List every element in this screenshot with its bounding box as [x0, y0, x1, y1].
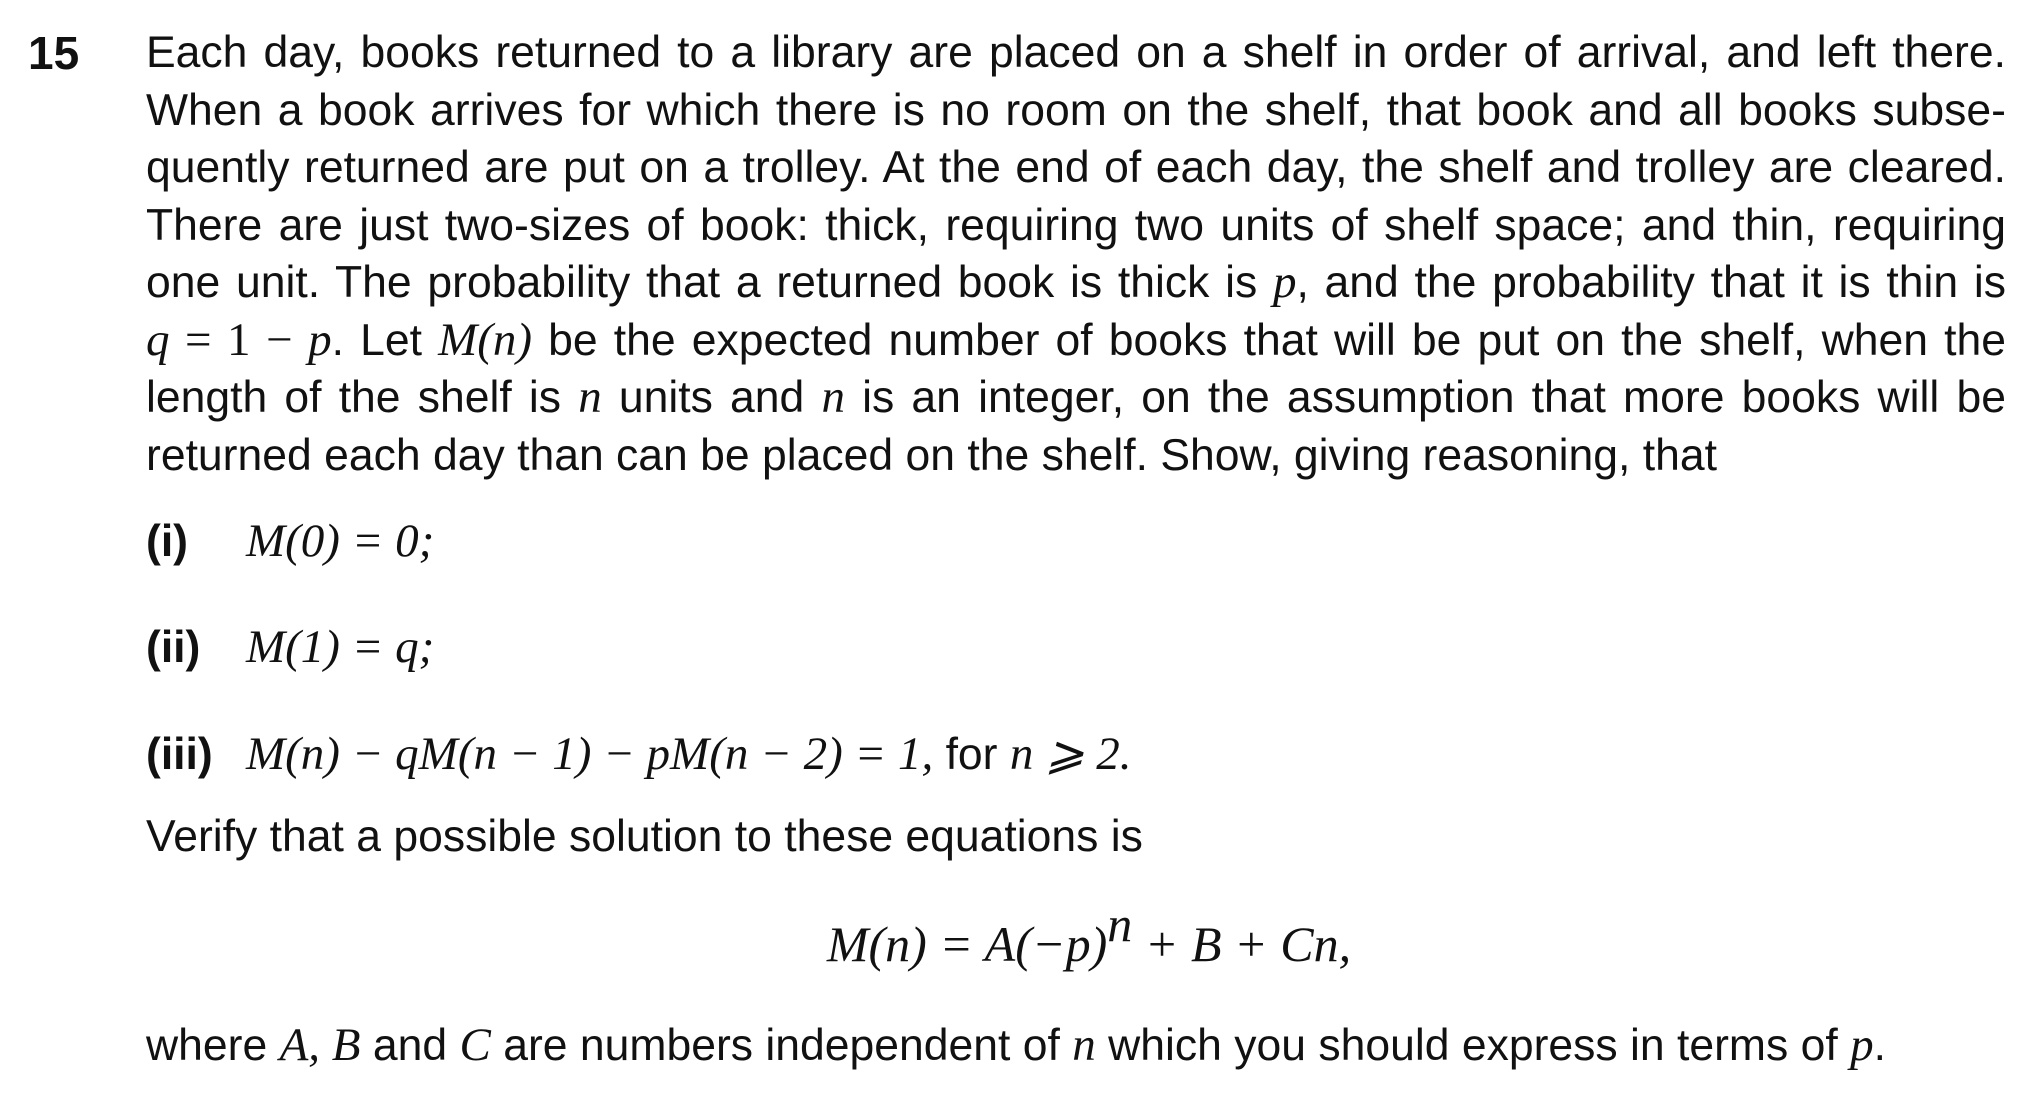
part-tail-math: n ⩾ 2. [1009, 728, 1132, 780]
display-equation [0, 896, 2032, 973]
part-label: (i) [146, 517, 189, 566]
math-p: p [1850, 1019, 1874, 1071]
line5-text-b: , and the probability that it is thin is [1296, 258, 2006, 307]
math-A-B: A, B [279, 1019, 361, 1071]
math-n: n [821, 371, 845, 423]
math-n: n [1072, 1019, 1096, 1071]
part-math: M(1) = q; [246, 621, 435, 673]
line6-text-b: be the expected number of books that will be put on the shelf, when the [532, 315, 2006, 365]
math-p: p [1272, 256, 1297, 308]
part-math: M(0) = 0; [246, 515, 435, 567]
paragraph-line-4: There are just two-sizes of book: thick, requiring two units of shelf space; and thin, requiring [146, 200, 2006, 250]
equation-rhs: + B + Cn, [1132, 916, 1352, 972]
line5-text-a: one unit. The probability that a returned book is thick is [146, 258, 1273, 307]
part-math: M(n) − qM(n − 1) − pM(n − 2) = 1, [246, 728, 934, 780]
part-ii [146, 620, 434, 674]
verify-statement: Verify that a possible solution to these equations is [146, 812, 1143, 861]
paragraph-line-8: returned each day than can be placed on the shelf. Show, giving reasoning, that [146, 430, 1717, 480]
math-C: C [459, 1019, 491, 1071]
equation-exponent: n [1107, 896, 1133, 952]
where-text-b: and [360, 1021, 460, 1070]
paragraph-line-7 [146, 369, 2006, 427]
math-eq: = 1 − [169, 313, 309, 366]
part-iii [146, 726, 1132, 781]
paragraph-line-5 [146, 254, 2006, 312]
paragraph-line-2: When a book arrives for which there is no room on the shelf, that book and all books subse- [146, 85, 2006, 135]
part-tail-text: for [933, 730, 1010, 779]
where-text-e: which you should express in terms of [1095, 1021, 1851, 1070]
line7-text-c: is an integer, on the assumption that more books will be [844, 373, 2006, 422]
math-p: p [308, 313, 332, 366]
line7-text-b: units and [601, 373, 822, 422]
where-statement [146, 1018, 1886, 1072]
question-number: 15 [28, 27, 80, 79]
math-q: q [146, 313, 170, 366]
math-M: M [438, 313, 478, 366]
paragraph-line-1: Each day, books returned to a library are placed on a shelf in order of arrival, and left there. [146, 28, 2006, 77]
line7-text-a: length of the shelf is [146, 373, 579, 422]
where-text-d: are numbers independent of [490, 1021, 1073, 1070]
paragraph-line-6 [146, 312, 2006, 370]
math-n-paren: (n) [477, 313, 533, 366]
part-label: (ii) [146, 623, 201, 672]
paragraph-line-3: quently returned are put on a trolley. At the end of each day, the shelf and trolley are cleared. [146, 143, 2006, 192]
math-n: n [578, 371, 602, 423]
line6-text-a: . Let [331, 315, 439, 365]
part-label: (iii) [146, 730, 213, 779]
equation-lhs: M(n) = A(−p) [826, 916, 1108, 972]
where-text-f: . [1873, 1021, 1886, 1070]
where-text-a: where [146, 1021, 280, 1070]
part-i [146, 514, 434, 568]
question-paragraph [146, 24, 2006, 484]
